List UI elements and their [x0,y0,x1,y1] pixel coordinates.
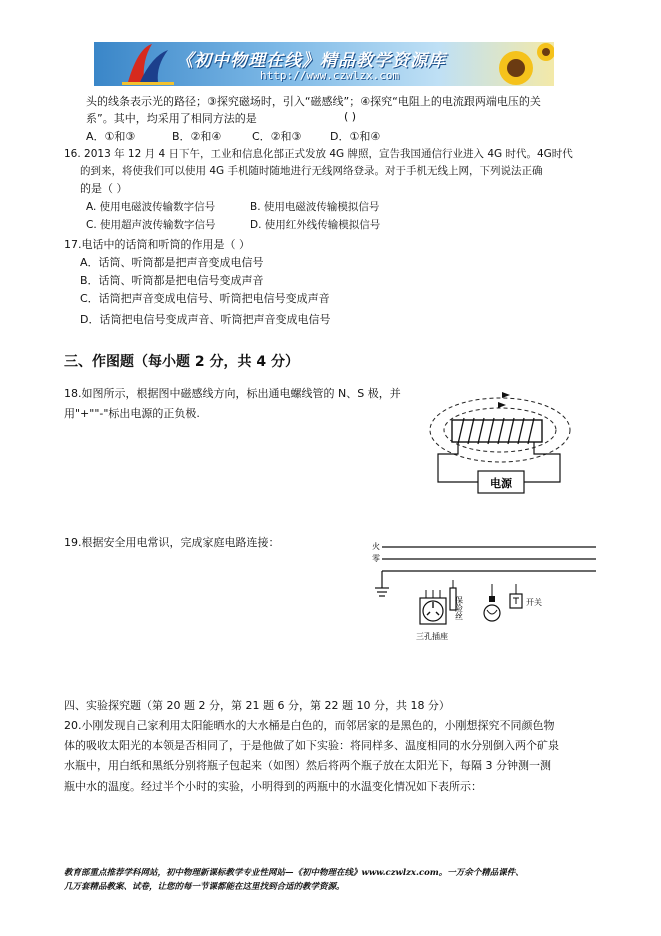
solenoid-diagram [428,392,578,500]
fire-line-label: 火 [372,542,380,551]
q16-option-c: C. 使用超声波传输数字信号 [86,219,216,231]
q16-option-a: A. 使用电磁波传输数字信号 [86,201,216,213]
header-url[interactable]: http://www.czwlzx.com [260,69,400,82]
q17-option-a: A．话筒、听筒都是把声音变成电信号 [80,256,264,269]
q19-stem: 19.根据安全用电常识，完成家庭电路连接： [64,536,280,549]
household-circuit-diagram [368,540,600,648]
q20-line1: 20.小刚发现自己家利用太阳能晒水的大水桶是白色的，而邻居家的是黑色的，小刚想探究不同颜色物 [64,719,555,732]
switch-icon [510,584,522,608]
q15-bracket: ( ) [344,110,357,123]
circuit-wire [524,442,560,482]
q20-line2: 体的吸收太阳光的本领是否相同了，于是他做了如下实验：将同样多、温度相同的水分别倒入两个矿泉 [64,739,559,752]
q15-line2: 系”。其中，均采用了相同方法的是 [86,112,257,125]
q18-line2: 用"+""-"标出电源的正负极. [64,407,200,420]
field-arrow-icon [498,402,506,408]
socket-label: 三孔插座 [416,632,448,641]
q20-line4: 瓶中水的温度。经过半个小时的实验，小明得到的两瓶中的水温变化情况如下表所示： [64,780,482,793]
q16-line3: 的是（ ） [80,182,128,195]
q20-line3: 水瓶中，用白纸和黑纸分别将瓶子包起来（如图）然后将两个瓶子放在太阳光下，每隔 3 分钟测一测 [64,759,551,772]
q18-line1: 18.如图所示，根据图中磁感线方向，标出通电螺线管的 N、S 极，并 [64,387,401,400]
footer-line1: 教育部重点推荐学科网站，初中物理新课标教学专业性网站—《初中物理在线》www.czwlzx.com。一万余个精品课件、 [64,868,524,878]
q15-option-a: A．①和③ [86,130,136,143]
q17-option-d: D．话筒把电信号变成声音、听筒把声音变成电信号 [80,313,331,326]
q16-line1: 16. 2013 年 12 月 4 日下午，工业和信息化部正式发放 4G 牌照，宣告我国通信行业进入 4G 时代。4G时代 [64,148,573,160]
q15-option-b: B．②和④ [172,130,222,143]
q15-line1: 头的线条表示光的路径；③探究磁场时，引入“磁感线”；④探究“电阻上的电流跟两端电压的关 [86,95,541,108]
header-banner [94,42,554,86]
sunflower-icon [476,42,554,86]
switch-label: 开关 [526,598,542,607]
circuit-wire [438,442,478,482]
footer-line2: 几万套精品教案、试卷，让您的每一节课都能在这里找到合适的教学资源。 [64,882,345,892]
q16-option-b: B. 使用电磁波传输模拟信号 [250,201,380,213]
field-arrow-icon [502,392,510,398]
header-title: 《初中物理在线》精品教学资源库 [176,51,446,71]
section3-title: 三、作图题（每小题 2 分，共 4 分） [64,354,299,370]
solenoid-core [452,420,542,442]
q16-line2: 的到来，将使我们可以使用 4G 手机随时随地进行无线网络登录。对于手机无线上网，下列说法正确 [80,165,543,177]
q15-option-c: C．②和③ [252,130,302,143]
fuse-label: 保险丝 [454,596,464,620]
section4-title: 四、实验探究题（第 20 题 2 分，第 21 题 6 分，第 22 题 10 分，共 18 分） [64,699,450,712]
ground-icon [375,571,389,596]
zero-line-label: 零 [372,554,380,563]
power-source-label: 电源 [490,477,512,490]
lamp-icon [484,584,500,621]
q17-option-c: C．话筒把声音变成电信号、听筒把电信号变成声音 [80,292,330,305]
three-pin-socket-icon [420,590,446,624]
q17-stem: 17.电话中的话筒和听筒的作用是（ ） [64,238,250,251]
q15-option-d: D．①和④ [330,130,381,143]
q17-option-b: B．话筒、听筒都是把电信号变成声音 [80,274,264,287]
q16-option-d: D. 使用红外线传输模拟信号 [250,219,381,231]
site-logo-icon [118,42,178,86]
